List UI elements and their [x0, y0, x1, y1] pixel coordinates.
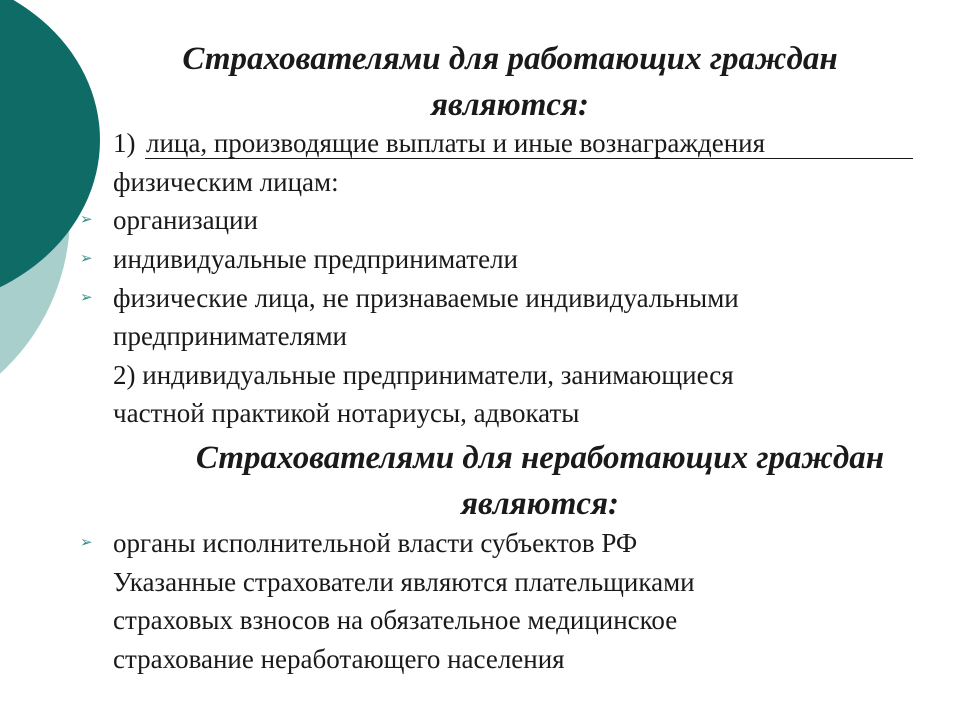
item-1-text: лица, производящие выплаты и иные вознаграждения — [146, 128, 766, 158]
arrow-bullet-icon: ➢ — [80, 533, 93, 551]
item-1-number: 1) — [113, 128, 136, 158]
note-line-1: Указанные страхователи являются плательщиками — [113, 567, 695, 597]
note-line-3: страхование неработающего населения — [113, 644, 565, 674]
item-2-text: 2) индивидуальные предприниматели, занимающиеся — [113, 360, 734, 390]
note-line-2: страховых взносов на обязательное медицинское — [113, 605, 678, 635]
heading-nonworking-citizens: Страхователями для неработающих граждан являются: — [195, 440, 885, 522]
item-2-text-continued: частной практикой нотариусы, адвокаты — [113, 398, 580, 428]
bullet-item-individuals: физические лица, не признаваемые индивидуальными — [113, 283, 739, 313]
item-1-text-continued: физическим лицам: — [113, 167, 339, 197]
underline-rule — [145, 158, 913, 159]
bullet-item-organizations: организации — [113, 205, 258, 235]
bullet-item-individuals-continued: предпринимателями — [113, 321, 348, 351]
arrow-bullet-icon: ➢ — [80, 288, 93, 306]
bullet-item-executive-authorities: органы исполнительной власти субъектов РФ — [113, 528, 638, 558]
arrow-bullet-icon: ➢ — [80, 210, 93, 228]
heading-working-citizens: Страхователями для работающих граждан являются: — [182, 41, 838, 123]
bullet-item-entrepreneurs: индивидуальные предприниматели — [113, 244, 518, 274]
arrow-bullet-icon: ➢ — [80, 249, 93, 267]
